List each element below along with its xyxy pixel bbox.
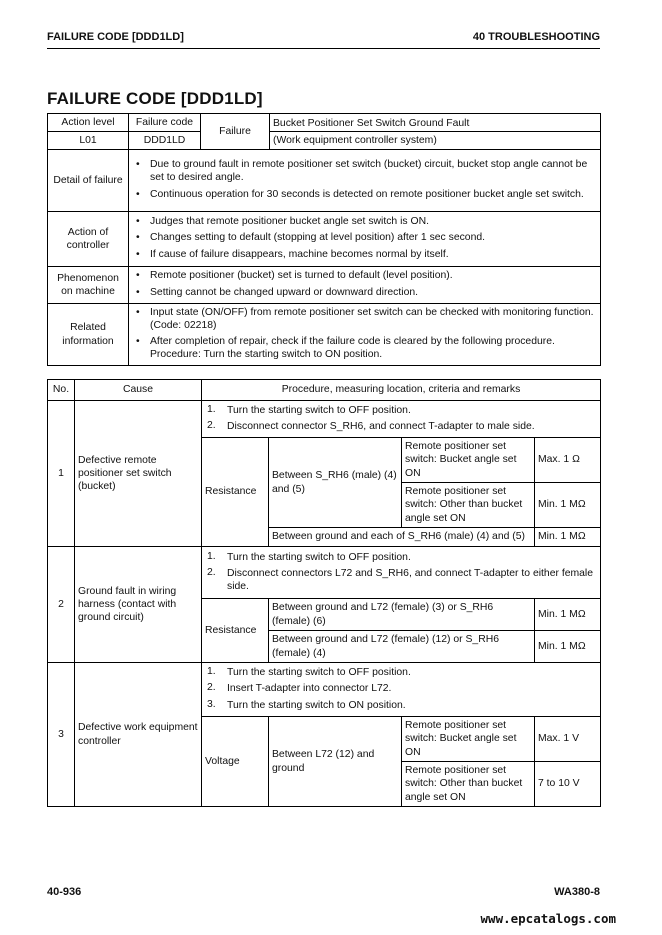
detail-label: Detail of failure: [48, 150, 129, 212]
running-header-right: 40 TROUBLESHOOTING: [472, 31, 600, 43]
cause-3-condition-2: Remote positioner set switch: Other than bucket angle set ON: [402, 762, 535, 807]
model-number: WA380-8: [554, 886, 600, 898]
phenomenon-label: Phenomenon on machine: [48, 267, 129, 304]
list-item: • If cause of failure disappears, machine becomes normal by itself.: [132, 248, 597, 261]
watermark-url: www.epcatalogs.com: [480, 911, 616, 926]
cause-1-method: Resistance: [202, 438, 269, 547]
list-item: • Setting cannot be changed upward or downward direction.: [132, 286, 597, 299]
cause-1-condition-2: Remote positioner set switch: Other than bucket angle set ON: [402, 483, 535, 528]
failure-name: Bucket Positioner Set Switch Ground Fault: [270, 114, 601, 132]
cause-1-between: Between S_RH6 (male) (4) and (5): [269, 438, 402, 528]
action-content: [129, 212, 601, 267]
cause-1-ground: Between ground and each of S_RH6 (male) (4) and (5): [269, 528, 535, 547]
action-label: Action of controller: [48, 212, 129, 267]
cause-1-text: Defective remote positioner set switch (bucket): [75, 401, 202, 547]
list-item: • Input state (ON/OFF) from remote positioner set switch can be checked with monitoring function. (Code: 02218): [132, 306, 597, 332]
step-item: Turn the starting switch to OFF position.: [227, 667, 411, 679]
cause-1-value-1: Max. 1 Ω: [535, 438, 601, 483]
list-item: • After completion of repair, check if the failure code is cleared by the following procedure. Procedure: Turn the starting switch to ON position.: [132, 335, 597, 361]
page-title: FAILURE CODE [DDD1LD]: [47, 89, 263, 108]
list-item: • Judges that remote positioner bucket angle set switch is ON.: [132, 215, 597, 228]
failure-label: Failure: [201, 114, 270, 150]
cause-1-steps: [202, 401, 601, 438]
phenomenon-content: [129, 267, 601, 304]
failure-subsystem: (Work equipment controller system): [270, 132, 601, 150]
list-item: • Changes setting to default (stopping at level position) after 1 sec second.: [132, 231, 597, 244]
step-item: Turn the starting switch to OFF position.: [227, 404, 411, 416]
cause-2-row-1: Between ground and L72 (female) (3) or S_RH6 (female) (6): [269, 599, 535, 631]
cause-2-steps: [202, 547, 601, 599]
cause-3-between: Between L72 (12) and ground: [269, 717, 402, 807]
cause-2-method: Resistance: [202, 599, 269, 663]
col-header-no: No.: [48, 380, 75, 401]
cause-3-condition-1: Remote positioner set switch: Bucket angle set ON: [402, 717, 535, 762]
failure-code-header: Failure code: [129, 114, 201, 132]
cause-table: [47, 379, 601, 807]
step-item: Insert T-adapter into connector L72.: [227, 683, 392, 695]
col-header-cause: Cause: [75, 380, 202, 401]
cause-2-text: Ground fault in wiring harness (contact with ground circuit): [75, 547, 202, 663]
list-item: • Continuous operation for 30 seconds is detected on remote positioner bucket angle set switch.: [132, 188, 597, 201]
cause-3-value-1: Max. 1 V: [535, 717, 601, 762]
detail-content: [129, 150, 601, 212]
cause-1-value-2: Min. 1 MΩ: [535, 483, 601, 528]
list-item: • Due to ground fault in remote positioner set switch (bucket) circuit, bucket stop angle cannot be set to desired angle.: [132, 158, 597, 184]
cause-3-steps: [202, 663, 601, 717]
step-item: Turn the starting switch to OFF position.: [227, 551, 411, 563]
step-item: Turn the starting switch to ON position.: [227, 699, 406, 711]
cause-2-row-2: Between ground and L72 (female) (12) or S_RH6 (female) (4): [269, 631, 535, 663]
page-number: 40-936: [47, 886, 82, 898]
cause-3-value-2: 7 to 10 V: [535, 762, 601, 807]
cause-1-no: 1: [48, 401, 75, 547]
list-item: • Remote positioner (bucket) set is turned to default (level position).: [132, 269, 597, 282]
related-content: [129, 304, 601, 366]
failure-code-value: DDD1LD: [129, 132, 201, 150]
cause-2-value-2: Min. 1 MΩ: [535, 631, 601, 663]
running-header-left: FAILURE CODE [DDD1LD]: [47, 31, 184, 43]
cause-2-no: 2: [48, 547, 75, 663]
cause-2-value-1: Min. 1 MΩ: [535, 599, 601, 631]
cause-1-value-3: Min. 1 MΩ: [535, 528, 601, 547]
failure-info-table: [47, 113, 601, 366]
col-header-procedure: Procedure, measuring location, criteria and remarks: [202, 380, 601, 401]
action-level-header: Action level: [48, 114, 129, 132]
cause-3-no: 3: [48, 663, 75, 807]
action-level-value: L01: [48, 132, 129, 150]
step-item: Disconnect connector S_RH6, and connect T-adapter to male side.: [227, 421, 535, 432]
cause-3-text: Defective work equipment controller: [75, 663, 202, 807]
related-label: Related information: [48, 304, 129, 366]
step-item: Disconnect connectors L72 and S_RH6, and connect T-adapter to either female side.: [227, 567, 594, 593]
header-rule: [47, 48, 600, 49]
cause-1-condition-1: Remote positioner set switch: Bucket angle set ON: [402, 438, 535, 483]
cause-3-method: Voltage: [202, 717, 269, 807]
